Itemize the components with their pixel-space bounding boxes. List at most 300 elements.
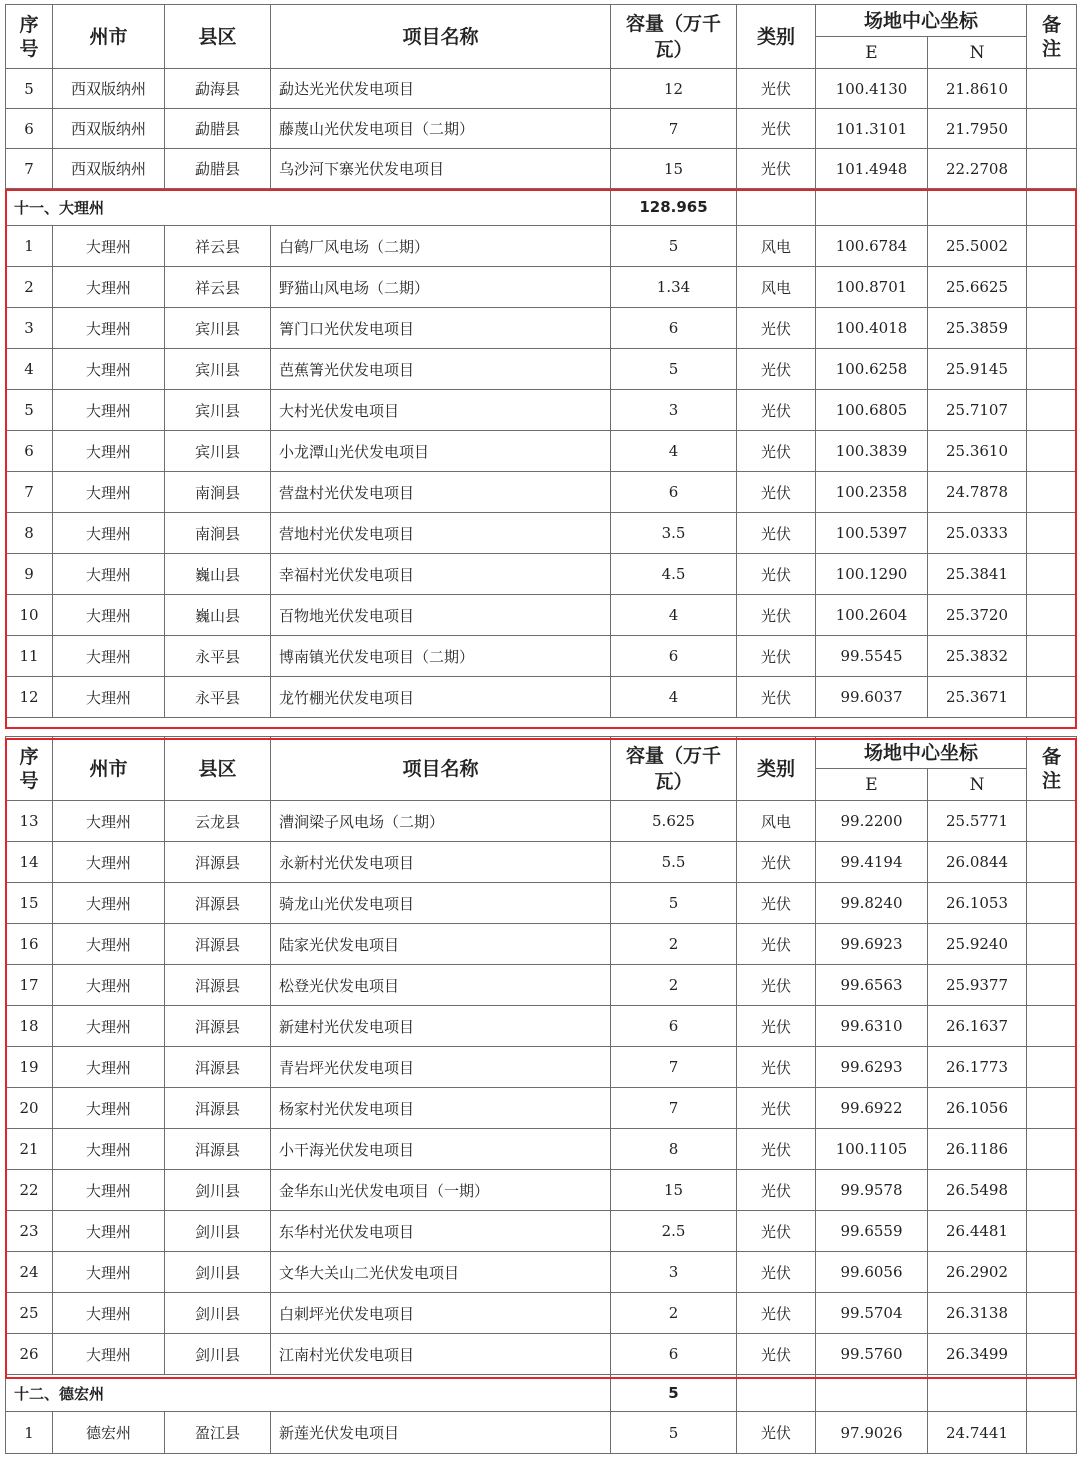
row-capacity: 6 — [611, 1006, 737, 1047]
row-category: 光伏 — [737, 1006, 816, 1047]
row-category: 光伏 — [737, 472, 816, 513]
table-row — [6, 801, 1077, 842]
header-county: 县区 — [165, 5, 271, 69]
table-row — [6, 1412, 1077, 1454]
row-number: 18 — [6, 1006, 53, 1047]
row-county: 宾川县 — [165, 431, 271, 472]
row-note — [1027, 390, 1077, 431]
row-capacity: 3 — [611, 390, 737, 431]
row-coord-n: 25.7107 — [928, 390, 1027, 431]
row-county: 剑川县 — [165, 1334, 271, 1375]
table-row — [6, 924, 1077, 965]
row-number: 23 — [6, 1211, 53, 1252]
header-city: 州市 — [53, 5, 165, 69]
row-number: 14 — [6, 842, 53, 883]
row-county: 祥云县 — [165, 226, 271, 267]
row-number: 12 — [6, 677, 53, 718]
table-row — [6, 1293, 1077, 1334]
header-coord-n: N — [928, 769, 1027, 801]
row-capacity: 7 — [611, 1047, 737, 1088]
table-row — [6, 308, 1077, 349]
row-project-name: 文华大关山二光伏发电项目 — [271, 1252, 611, 1293]
section-dehong — [6, 1375, 1077, 1412]
row-county: 南涧县 — [165, 513, 271, 554]
row-coord-e: 101.4948 — [816, 149, 928, 189]
row-number: 24 — [6, 1252, 53, 1293]
row-capacity: 4.5 — [611, 554, 737, 595]
section-dali — [6, 189, 1077, 226]
table-row — [6, 109, 1077, 149]
row-county: 洱源县 — [165, 1006, 271, 1047]
table-row — [6, 1170, 1077, 1211]
row-number: 2 — [6, 267, 53, 308]
row-note — [1027, 513, 1077, 554]
row-coord-e: 100.2358 — [816, 472, 928, 513]
row-project-name: 杨家村光伏发电项目 — [271, 1088, 611, 1129]
row-note — [1027, 924, 1077, 965]
row-number: 3 — [6, 308, 53, 349]
table-row — [6, 883, 1077, 924]
row-coord-e: 101.3101 — [816, 109, 928, 149]
row-project-name: 营地村光伏发电项目 — [271, 513, 611, 554]
header-note: 备注 — [1027, 5, 1077, 69]
row-coord-e: 100.1105 — [816, 1129, 928, 1170]
row-number: 25 — [6, 1293, 53, 1334]
row-project-name: 骑龙山光伏发电项目 — [271, 883, 611, 924]
table-row — [6, 1334, 1077, 1375]
row-city: 大理州 — [53, 1252, 165, 1293]
row-number: 9 — [6, 554, 53, 595]
row-county: 洱源县 — [165, 1088, 271, 1129]
row-capacity: 7 — [611, 1088, 737, 1129]
row-category: 光伏 — [737, 1334, 816, 1375]
row-category: 光伏 — [737, 677, 816, 718]
row-coord-e: 100.4130 — [816, 69, 928, 109]
row-capacity: 2 — [611, 924, 737, 965]
row-note — [1027, 677, 1077, 718]
row-capacity: 4 — [611, 677, 737, 718]
row-project-name: 青岩坪光伏发电项目 — [271, 1047, 611, 1088]
row-county: 勐海县 — [165, 69, 271, 109]
row-coord-n: 25.3841 — [928, 554, 1027, 595]
row-capacity: 6 — [611, 1334, 737, 1375]
row-category: 光伏 — [737, 554, 816, 595]
row-city: 大理州 — [53, 349, 165, 390]
row-county: 盈江县 — [165, 1412, 271, 1454]
row-city: 大理州 — [53, 267, 165, 308]
row-city: 大理州 — [53, 513, 165, 554]
row-coord-n: 26.0844 — [928, 842, 1027, 883]
row-number: 15 — [6, 883, 53, 924]
row-coord-n: 25.9145 — [928, 349, 1027, 390]
header-seq: 序号 — [6, 5, 53, 69]
row-coord-n: 26.1637 — [928, 1006, 1027, 1047]
row-note — [1027, 1412, 1077, 1454]
row-county: 宾川县 — [165, 349, 271, 390]
row-capacity: 5 — [611, 349, 737, 390]
row-capacity: 15 — [611, 1170, 737, 1211]
table-row — [6, 554, 1077, 595]
row-category: 光伏 — [737, 883, 816, 924]
row-number: 17 — [6, 965, 53, 1006]
row-county: 洱源县 — [165, 1129, 271, 1170]
table-row — [6, 1252, 1077, 1293]
row-coord-n: 21.7950 — [928, 109, 1027, 149]
row-coord-n: 26.1056 — [928, 1088, 1027, 1129]
row-capacity: 6 — [611, 472, 737, 513]
row-note — [1027, 595, 1077, 636]
row-city: 大理州 — [53, 965, 165, 1006]
row-category: 光伏 — [737, 595, 816, 636]
row-capacity: 7 — [611, 109, 737, 149]
row-note — [1027, 226, 1077, 267]
table-row — [6, 472, 1077, 513]
row-category: 光伏 — [737, 1293, 816, 1334]
row-category: 光伏 — [737, 924, 816, 965]
header-coord-e: E — [816, 769, 928, 801]
row-coord-n: 24.7441 — [928, 1412, 1027, 1454]
row-city: 大理州 — [53, 472, 165, 513]
rows-dali-part-1 — [6, 226, 1077, 718]
row-category: 光伏 — [737, 431, 816, 472]
row-note — [1027, 1047, 1077, 1088]
row-city: 西双版纳州 — [53, 109, 165, 149]
row-capacity: 15 — [611, 149, 737, 189]
row-coord-e: 100.8701 — [816, 267, 928, 308]
row-category: 光伏 — [737, 1252, 816, 1293]
row-coord-n: 21.8610 — [928, 69, 1027, 109]
row-note — [1027, 1170, 1077, 1211]
row-county: 勐腊县 — [165, 109, 271, 149]
row-number: 13 — [6, 801, 53, 842]
row-project-name: 藤蔑山光伏发电项目（二期） — [271, 109, 611, 149]
row-coord-e: 99.6923 — [816, 924, 928, 965]
row-city: 大理州 — [53, 1129, 165, 1170]
row-note — [1027, 636, 1077, 677]
row-county: 洱源县 — [165, 965, 271, 1006]
row-coord-n: 26.1053 — [928, 883, 1027, 924]
row-coord-e: 99.2200 — [816, 801, 928, 842]
row-project-name: 永新村光伏发电项目 — [271, 842, 611, 883]
row-category: 光伏 — [737, 1170, 816, 1211]
rows-dehong — [6, 1412, 1077, 1454]
table-row — [6, 1047, 1077, 1088]
row-capacity: 3.5 — [611, 513, 737, 554]
row-capacity: 5 — [611, 1412, 737, 1454]
row-project-name: 江南村光伏发电项目 — [271, 1334, 611, 1375]
row-category: 风电 — [737, 801, 816, 842]
row-coord-e: 99.6310 — [816, 1006, 928, 1047]
header-capacity: 容量（万千瓦） — [611, 737, 737, 801]
row-number: 6 — [6, 431, 53, 472]
row-project-name: 营盘村光伏发电项目 — [271, 472, 611, 513]
table-row — [6, 677, 1077, 718]
row-county: 祥云县 — [165, 267, 271, 308]
row-city: 大理州 — [53, 1293, 165, 1334]
header-project-name: 项目名称 — [271, 737, 611, 801]
row-project-name: 金华东山光伏发电项目（一期） — [271, 1170, 611, 1211]
header-coord-n: N — [928, 37, 1027, 69]
row-capacity: 4 — [611, 431, 737, 472]
row-number: 21 — [6, 1129, 53, 1170]
table-row — [6, 513, 1077, 554]
table-row — [6, 1211, 1077, 1252]
row-coord-n: 25.3832 — [928, 636, 1027, 677]
row-county: 洱源县 — [165, 924, 271, 965]
row-county: 剑川县 — [165, 1170, 271, 1211]
row-project-name: 白鹤厂风电场（二期） — [271, 226, 611, 267]
row-note — [1027, 472, 1077, 513]
row-coord-n: 25.0333 — [928, 513, 1027, 554]
row-note — [1027, 1334, 1077, 1375]
row-project-name: 龙竹棚光伏发电项目 — [271, 677, 611, 718]
row-project-name: 博南镇光伏发电项目（二期） — [271, 636, 611, 677]
row-coord-n: 22.2708 — [928, 149, 1027, 189]
section-title: 十一、大理州 — [6, 189, 611, 226]
row-coord-n: 25.6625 — [928, 267, 1027, 308]
row-project-name: 幸福村光伏发电项目 — [271, 554, 611, 595]
row-category: 光伏 — [737, 636, 816, 677]
header-category: 类别 — [737, 5, 816, 69]
row-note — [1027, 69, 1077, 109]
row-city: 西双版纳州 — [53, 149, 165, 189]
row-county: 永平县 — [165, 636, 271, 677]
row-number: 4 — [6, 349, 53, 390]
row-category: 光伏 — [737, 349, 816, 390]
row-number: 5 — [6, 390, 53, 431]
row-coord-n: 24.7878 — [928, 472, 1027, 513]
row-category: 光伏 — [737, 1412, 816, 1454]
row-coord-n: 26.3499 — [928, 1334, 1027, 1375]
row-city: 大理州 — [53, 801, 165, 842]
row-city: 大理州 — [53, 308, 165, 349]
row-project-name: 大村光伏发电项目 — [271, 390, 611, 431]
table-header — [6, 5, 1077, 69]
row-category: 光伏 — [737, 1047, 816, 1088]
row-capacity: 4 — [611, 595, 737, 636]
row-note — [1027, 842, 1077, 883]
row-capacity: 6 — [611, 636, 737, 677]
row-coord-e: 100.6784 — [816, 226, 928, 267]
row-number: 16 — [6, 924, 53, 965]
header-project-name: 项目名称 — [271, 5, 611, 69]
row-capacity: 8 — [611, 1129, 737, 1170]
row-project-name: 乌沙河下寨光伏发电项目 — [271, 149, 611, 189]
row-note — [1027, 1211, 1077, 1252]
row-city: 大理州 — [53, 1211, 165, 1252]
row-coord-n: 25.3859 — [928, 308, 1027, 349]
row-category: 光伏 — [737, 308, 816, 349]
row-capacity: 3 — [611, 1252, 737, 1293]
row-coord-n: 26.1773 — [928, 1047, 1027, 1088]
row-capacity: 6 — [611, 308, 737, 349]
row-county: 巍山县 — [165, 554, 271, 595]
row-number: 7 — [6, 472, 53, 513]
row-coord-e: 99.5704 — [816, 1293, 928, 1334]
row-project-name: 小龙潭山光伏发电项目 — [271, 431, 611, 472]
row-city: 西双版纳州 — [53, 69, 165, 109]
header-category: 类别 — [737, 737, 816, 801]
row-category: 光伏 — [737, 1088, 816, 1129]
row-city: 大理州 — [53, 554, 165, 595]
row-project-name: 野猫山风电场（二期） — [271, 267, 611, 308]
table-row — [6, 431, 1077, 472]
row-note — [1027, 554, 1077, 595]
row-county: 永平县 — [165, 677, 271, 718]
row-coord-n: 26.3138 — [928, 1293, 1027, 1334]
row-capacity: 2.5 — [611, 1211, 737, 1252]
row-coord-n: 25.5002 — [928, 226, 1027, 267]
row-capacity: 2 — [611, 1293, 737, 1334]
row-county: 剑川县 — [165, 1252, 271, 1293]
row-city: 德宏州 — [53, 1412, 165, 1454]
row-capacity: 1.34 — [611, 267, 737, 308]
table-row — [6, 69, 1077, 109]
row-note — [1027, 109, 1077, 149]
row-number: 8 — [6, 513, 53, 554]
row-note — [1027, 883, 1077, 924]
row-project-name: 陆家光伏发电项目 — [271, 924, 611, 965]
row-project-name: 勐达光光伏发电项目 — [271, 69, 611, 109]
row-note — [1027, 965, 1077, 1006]
row-city: 大理州 — [53, 1088, 165, 1129]
header-note: 备注 — [1027, 737, 1077, 801]
row-capacity: 2 — [611, 965, 737, 1006]
table-row — [6, 1129, 1077, 1170]
row-category: 光伏 — [737, 513, 816, 554]
row-coord-n: 25.9377 — [928, 965, 1027, 1006]
table-row — [6, 349, 1077, 390]
row-coord-e: 99.6922 — [816, 1088, 928, 1129]
rows-dali-part-2 — [6, 801, 1077, 1375]
row-number: 5 — [6, 69, 53, 109]
row-city: 大理州 — [53, 842, 165, 883]
row-category: 光伏 — [737, 1129, 816, 1170]
row-coord-e: 99.6037 — [816, 677, 928, 718]
row-note — [1027, 267, 1077, 308]
row-coord-e: 100.1290 — [816, 554, 928, 595]
table-row — [6, 595, 1077, 636]
row-county: 宾川县 — [165, 390, 271, 431]
row-city: 大理州 — [53, 431, 165, 472]
row-category: 光伏 — [737, 390, 816, 431]
row-category: 光伏 — [737, 965, 816, 1006]
row-category: 光伏 — [737, 1211, 816, 1252]
row-number: 7 — [6, 149, 53, 189]
row-county: 勐腊县 — [165, 149, 271, 189]
row-coord-e: 99.9578 — [816, 1170, 928, 1211]
row-coord-e: 99.6563 — [816, 965, 928, 1006]
table-row — [6, 390, 1077, 431]
row-project-name: 白刺坪光伏发电项目 — [271, 1293, 611, 1334]
row-coord-e: 99.5545 — [816, 636, 928, 677]
row-capacity: 5 — [611, 883, 737, 924]
row-coord-e: 99.5760 — [816, 1334, 928, 1375]
row-note — [1027, 1293, 1077, 1334]
row-number: 11 — [6, 636, 53, 677]
row-note — [1027, 431, 1077, 472]
row-city: 大理州 — [53, 1006, 165, 1047]
row-county: 宾川县 — [165, 308, 271, 349]
row-coord-n: 25.9240 — [928, 924, 1027, 965]
table-row — [6, 1088, 1077, 1129]
header-seq: 序号 — [6, 737, 53, 801]
row-coord-e: 100.5397 — [816, 513, 928, 554]
row-coord-n: 26.5498 — [928, 1170, 1027, 1211]
project-table-part-1 — [5, 4, 1077, 718]
row-county: 洱源县 — [165, 883, 271, 924]
row-number: 1 — [6, 1412, 53, 1454]
row-coord-e: 100.2604 — [816, 595, 928, 636]
row-coord-e: 100.3839 — [816, 431, 928, 472]
row-capacity: 5 — [611, 226, 737, 267]
row-coord-e: 99.6056 — [816, 1252, 928, 1293]
row-coord-n: 25.5771 — [928, 801, 1027, 842]
row-coord-n: 25.3671 — [928, 677, 1027, 718]
row-number: 19 — [6, 1047, 53, 1088]
header-county: 县区 — [165, 737, 271, 801]
row-number: 20 — [6, 1088, 53, 1129]
row-note — [1027, 349, 1077, 390]
row-coord-n: 26.4481 — [928, 1211, 1027, 1252]
header-capacity: 容量（万千瓦） — [611, 5, 737, 69]
row-city: 大理州 — [53, 390, 165, 431]
table-row — [6, 636, 1077, 677]
section-title: 十二、德宏州 — [6, 1375, 611, 1412]
table-row — [6, 965, 1077, 1006]
header-city: 州市 — [53, 737, 165, 801]
row-city: 大理州 — [53, 226, 165, 267]
row-note — [1027, 1006, 1077, 1047]
table-row — [6, 149, 1077, 189]
row-project-name: 小干海光伏发电项目 — [271, 1129, 611, 1170]
table-row — [6, 842, 1077, 883]
row-category: 风电 — [737, 226, 816, 267]
row-capacity: 5.625 — [611, 801, 737, 842]
row-coord-e: 97.9026 — [816, 1412, 928, 1454]
row-number: 26 — [6, 1334, 53, 1375]
row-note — [1027, 1088, 1077, 1129]
row-note — [1027, 801, 1077, 842]
row-project-name: 箐门口光伏发电项目 — [271, 308, 611, 349]
row-category: 光伏 — [737, 149, 816, 189]
row-note — [1027, 1252, 1077, 1293]
row-project-name: 东华村光伏发电项目 — [271, 1211, 611, 1252]
row-coord-e: 100.6258 — [816, 349, 928, 390]
header-coord-e: E — [816, 37, 928, 69]
row-county: 剑川县 — [165, 1211, 271, 1252]
table-row — [6, 1006, 1077, 1047]
row-coord-n: 25.3720 — [928, 595, 1027, 636]
header-coordinates: 场地中心坐标 — [816, 737, 1027, 769]
row-category: 光伏 — [737, 69, 816, 109]
row-city: 大理州 — [53, 1047, 165, 1088]
row-note — [1027, 149, 1077, 189]
row-capacity: 5.5 — [611, 842, 737, 883]
row-coord-e: 99.8240 — [816, 883, 928, 924]
row-city: 大理州 — [53, 883, 165, 924]
row-category: 光伏 — [737, 842, 816, 883]
row-number: 6 — [6, 109, 53, 149]
section-total: 128.965 — [611, 189, 737, 226]
table-header-repeat — [6, 737, 1077, 801]
row-coord-n: 26.1186 — [928, 1129, 1027, 1170]
row-county: 洱源县 — [165, 842, 271, 883]
row-project-name: 新莲光伏发电项目 — [271, 1412, 611, 1454]
row-category: 风电 — [737, 267, 816, 308]
row-city: 大理州 — [53, 636, 165, 677]
row-project-name: 松登光伏发电项目 — [271, 965, 611, 1006]
